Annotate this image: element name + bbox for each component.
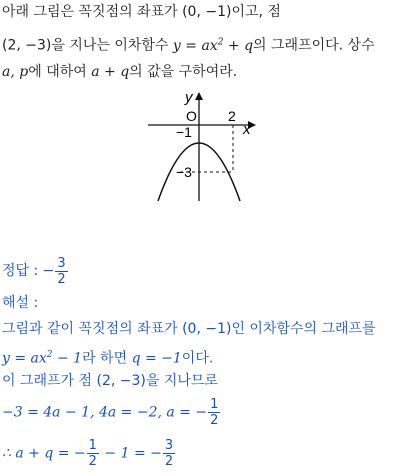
y-axis-label: y — [185, 89, 193, 106]
problem-equation: $y = ax^2 + q$ — [172, 37, 254, 54]
problem-text-2b: 의 그래프이다. 상수 — [253, 37, 375, 54]
solution-line-3: 이 그래프가 점 (2, −3)을 지나므로 — [2, 373, 218, 389]
problem-line-2 — [2, 33, 375, 55]
solution-line-5: ∴ a + q = − $\frac{1}{2}$ − 1 = − $\frac{3}{2}$ — [2, 438, 174, 469]
solution-line-1: 그림과 같이 꼭짓점의 좌표가 (0, −1)인 이차함수의 그래프를 — [2, 321, 376, 337]
answer-label: 정답 : — [2, 263, 43, 279]
solution-fraction-2: $\frac{3}{2}$ — [164, 438, 174, 469]
answer-fraction: $\frac{3}{2}$ — [57, 255, 66, 287]
solution-header: 해설 : — [2, 295, 39, 311]
answer-line — [2, 255, 69, 287]
problem-text-1: 아래 그림은 꼭짓점의 좌표가 (0, −1)이고, 점 — [2, 4, 281, 20]
problem-text-2a: (2, −3)을 지나는 이차함수 — [2, 37, 173, 54]
problem-target-expr: a + q — [91, 64, 130, 80]
problem-line-1 — [2, 3, 281, 21]
solution-line-2: $y = ax^2 - 1$라 하면 q = −1이다. — [2, 350, 214, 367]
solution-fraction-a: $\frac{1}{2}$ — [210, 397, 219, 428]
parabola-graph — [140, 88, 265, 202]
problem-text-3c: 의 값을 구하여라. — [129, 64, 238, 80]
origin-label: O — [186, 108, 197, 124]
problem-line-3 — [2, 63, 237, 81]
solution-fraction-1: $\frac{1}{2}$ — [88, 438, 97, 469]
solution-line-4: −3 = 4a − 1, 4a = −2, a = − $\frac{1}{2}$ — [2, 397, 219, 428]
tick-y-minus1: −1 — [176, 124, 192, 140]
y-axis-arrow — [195, 92, 203, 100]
tick-x-2: 2 — [228, 108, 236, 124]
problem-constants: a, p — [2, 64, 29, 80]
problem-text-3b: 에 대하여 — [28, 64, 92, 80]
x-axis-label: x — [243, 121, 251, 138]
answer-sign: − — [42, 263, 55, 279]
tick-y-minus3: −3 — [176, 164, 192, 180]
